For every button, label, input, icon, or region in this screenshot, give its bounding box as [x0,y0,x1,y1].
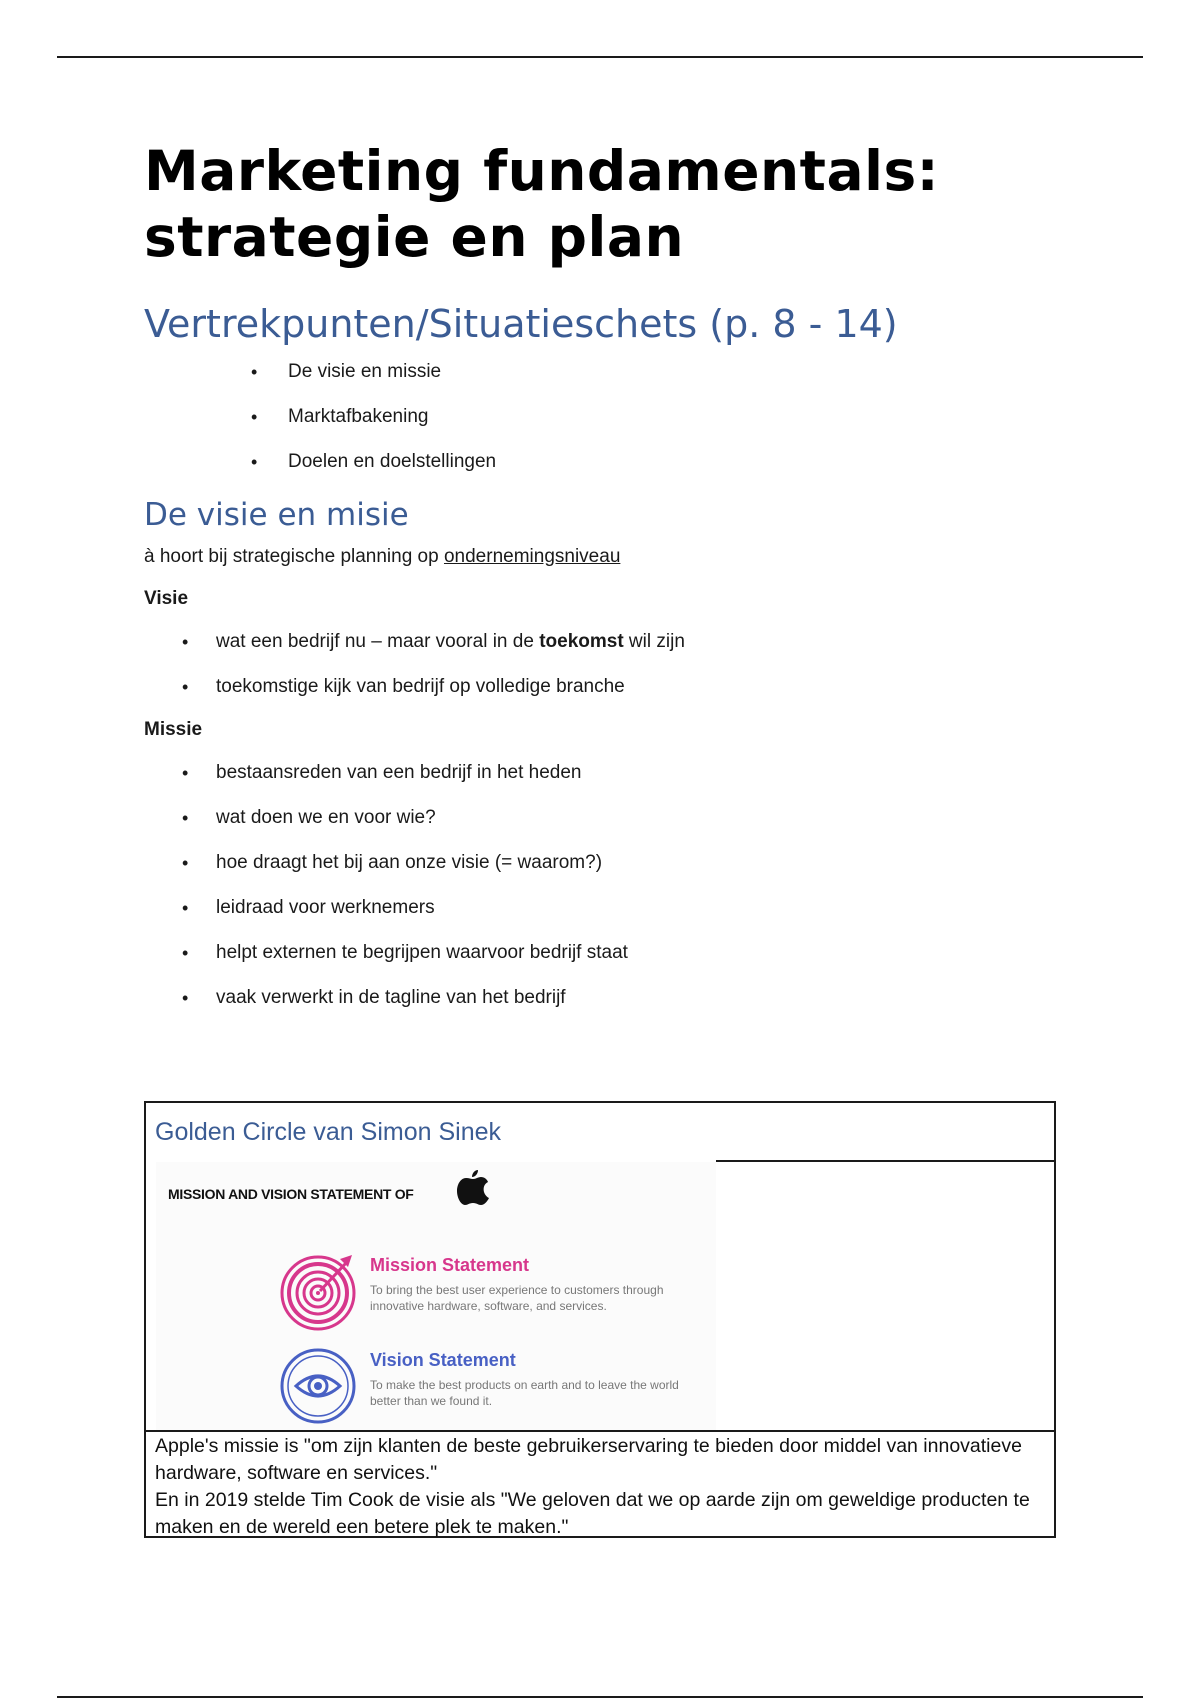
list-item: • Marktafbakening [288,405,1064,429]
document-body [144,138,1064,1031]
apple-mission-vision-image [156,1162,716,1430]
mission-statement-title: Mission Statement [370,1255,530,1275]
target-icon [280,1251,360,1331]
eye-icon [280,1346,360,1426]
table-row-divider [146,1430,1054,1432]
top-rule [57,56,1143,58]
intro-line [144,545,1064,569]
vision-statement-text: To make the best products on earth and to leave the world better than we found it. [370,1378,679,1408]
table-paragraph: En in 2019 stelde Tim Cook de visie als "We geloven dat we op aarde zijn om geweldige producten te maken en de wereld een betere plek te maken." [155,1489,1030,1538]
list-item: • Doelen en doelstellingen [288,450,1064,474]
table-inner-rule [716,1160,1056,1162]
list-item [216,630,1064,654]
vision-statement-title: Vision Statement [370,1350,516,1370]
visie-label: Visie [144,588,189,609]
table-text-cell [155,1433,1045,1541]
vertrekpunten-list [288,360,1064,474]
list-item: • hoe draagt het bij aan onze visie (= waarom?) [216,851,1064,875]
list-item: • leidraad voor werknemers [216,896,1064,920]
list-item: • De visie en missie [288,360,1064,384]
bottom-rule [57,1696,1143,1698]
list-item: • toekomstige kijk van bedrijf op volledige branche [216,675,1064,699]
visie-item-text: wat een bedrijf nu – maar vooral in de [216,631,540,652]
intro-underlined: ondernemingsniveau [443,546,621,567]
document-title [144,138,1064,270]
title-line-2: strategie en plan [144,205,685,269]
table-title: Golden Circle van Simon Sinek [155,1118,501,1146]
visie-item-bold: toekomst [539,631,624,652]
missie-label: Missie [144,719,203,740]
visie-item-text: wil zijn [623,631,685,652]
list-item: • bestaansreden van een bedrijf in het heden [216,761,1064,785]
list-item: • vaak verwerkt in de tagline van het bedrijf [216,986,1064,1010]
list-item: • wat doen we en voor wie? [216,806,1064,830]
section-heading-visie-missie: De visie en misie [144,497,409,533]
title-line-1: Marketing fundamentals: [144,139,940,203]
list-item: • helpt externen te begrijpen waarvoor bedrijf staat [216,941,1064,965]
mission-statement-text: To bring the best user experience to customers through innovative hardware, software, and services. [370,1283,664,1313]
intro-prefix: à hoort bij strategische planning op [144,546,444,567]
missie-list [216,761,1064,1010]
image-heading: MISSION AND VISION STATEMENT OF [168,1186,414,1202]
golden-circle-table [144,1101,1056,1538]
apple-logo-icon [456,1168,490,1206]
table-paragraph: Apple's missie is "om zijn klanten de beste gebruikerservaring te bieden door middel van innovatieve hardware, software en services." [155,1435,1022,1484]
section-heading-vertrekpunten: Vertrekpunten/Situatieschets (p. 8 - 14) [144,302,898,346]
visie-list [216,630,1064,699]
